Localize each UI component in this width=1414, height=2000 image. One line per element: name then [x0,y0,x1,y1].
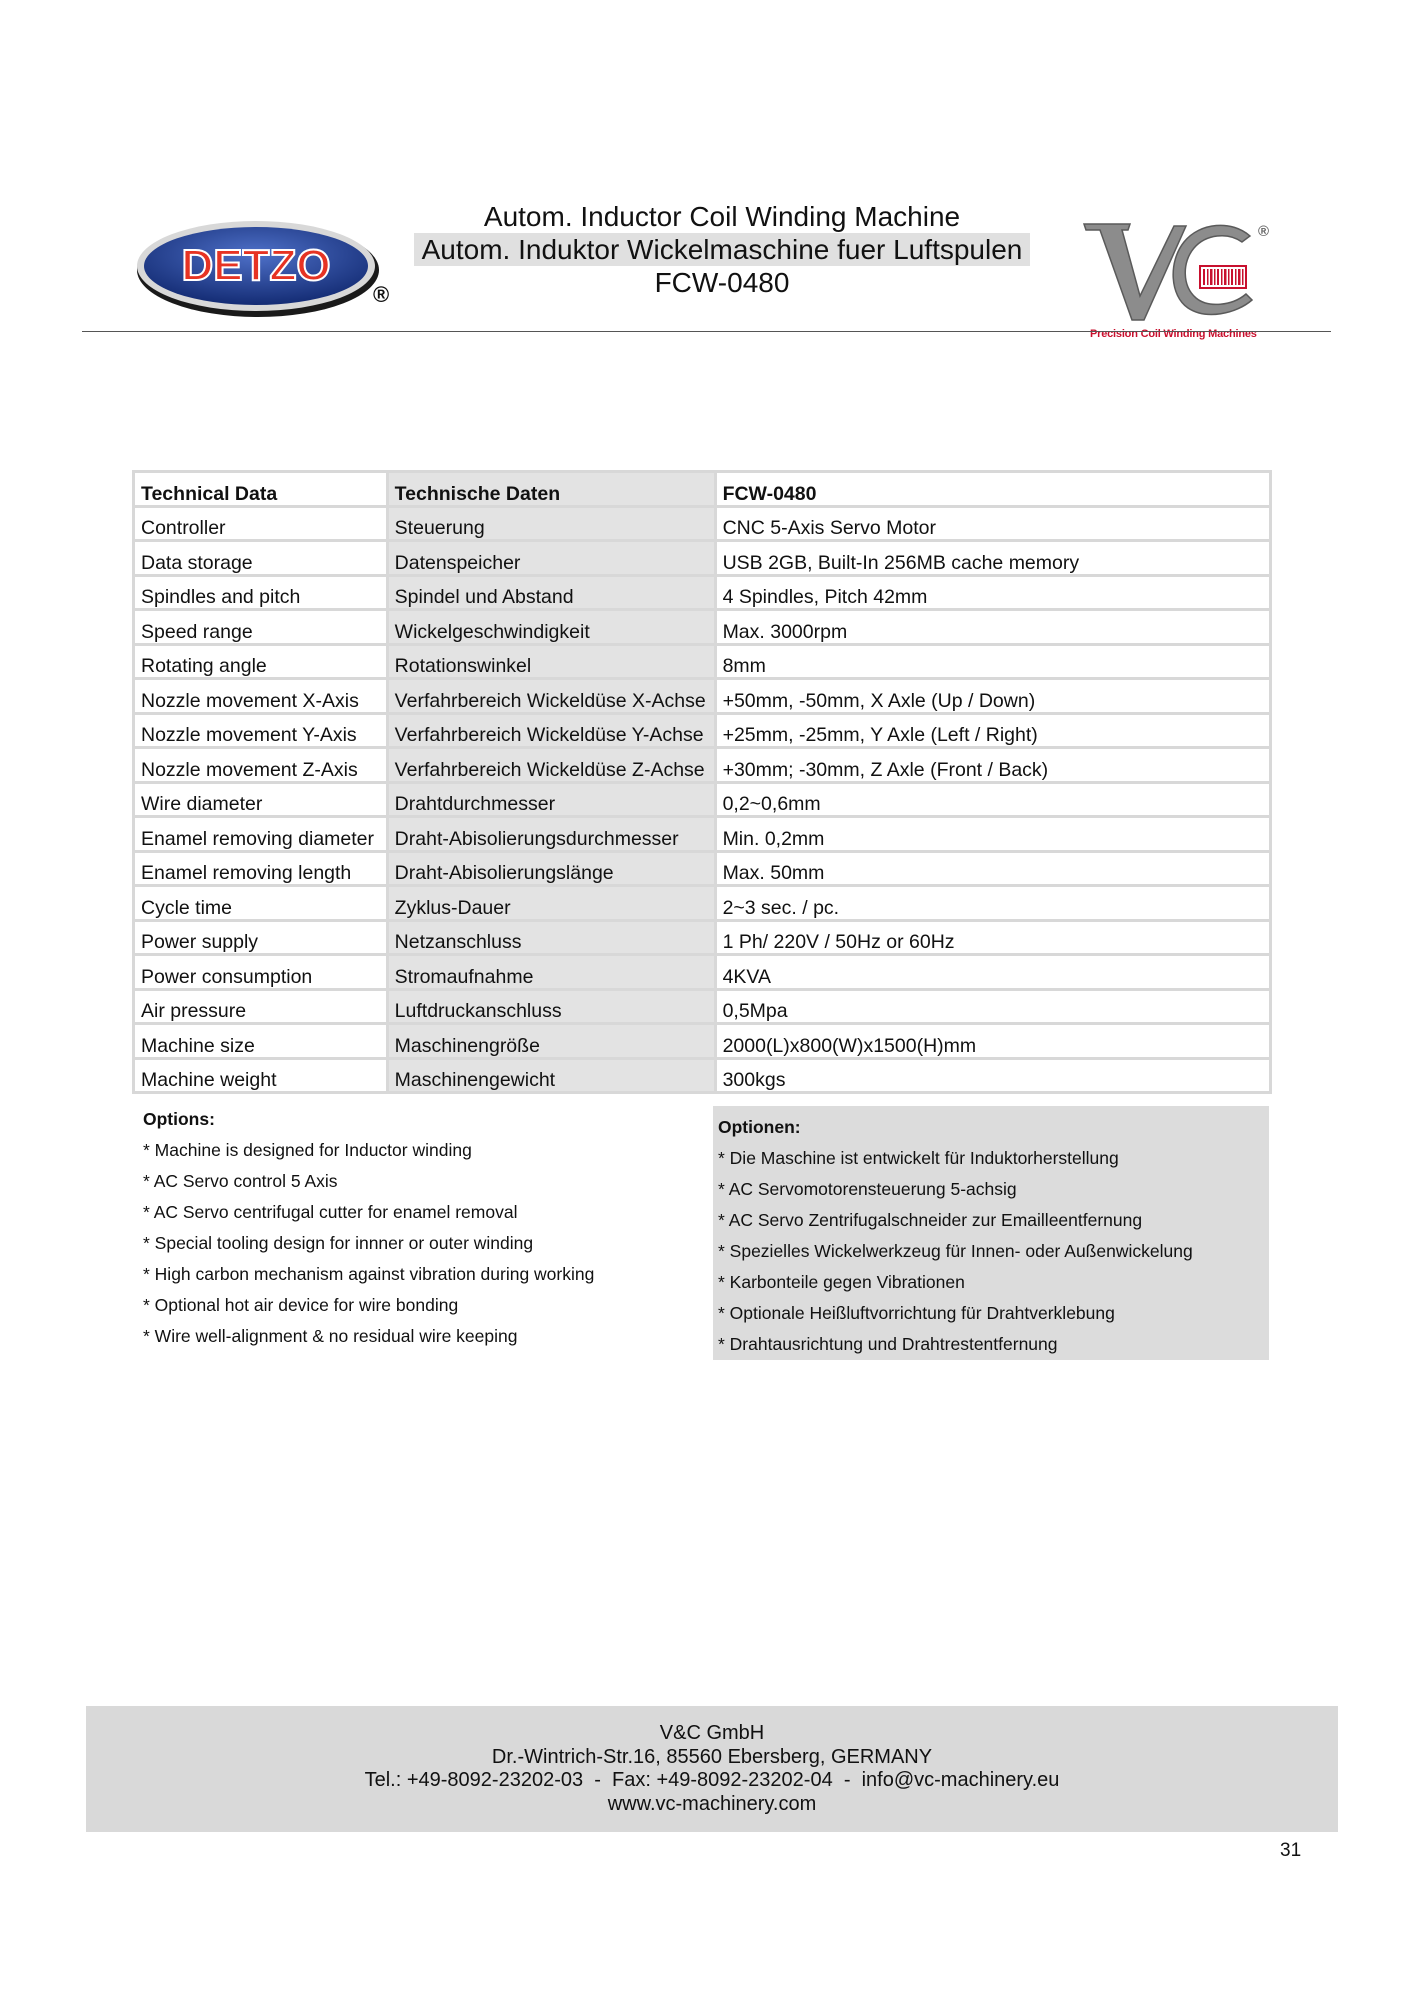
spec-value: 2~3 sec. / pc. [714,887,1272,922]
spec-label-english: Speed range [132,611,389,646]
option-item: * AC Servomotorensteuerung 5-achsig [718,1179,1017,1199]
option-item: * Drahtausrichtung und Drahtrestentfernung [718,1334,1058,1354]
spec-row [132,956,1272,991]
options-english [143,1104,703,1352]
header-divider [82,331,1331,332]
spec-label-english: Wire diameter [132,784,389,819]
detzo-wordmark: DETZO [181,241,331,290]
spec-label-german: Verfahrbereich Wickeldüse Z-Achse [389,749,714,784]
spec-row [132,749,1272,784]
spec-row [132,922,1272,957]
spec-label-german: Spindel und Abstand [389,577,714,612]
spec-table-header-row [132,470,1272,508]
spec-row [132,680,1272,715]
spec-label-german: Draht-Abisolierungslänge [389,853,714,888]
spec-label-english: Machine weight [132,1060,389,1095]
title-english: Autom. Inductor Coil Winding Machine [483,201,961,232]
spec-label-german: Verfahrbereich Wickeldüse X-Achse [389,680,714,715]
spec-row [132,508,1272,543]
option-item: * Spezielles Wickelwerkzeug für Innen- oder Außenwickelung [718,1241,1193,1261]
spec-row [132,853,1272,888]
spec-label-german: Maschinengewicht [389,1060,714,1095]
spec-label-english: Power consumption [132,956,389,991]
spec-value: 0,5Mpa [714,991,1272,1026]
options-english-list [143,1135,703,1352]
footer [86,1706,1338,1832]
spec-header-english: Technical Data [132,470,389,508]
spec-value: 0,2~0,6mm [714,784,1272,819]
spec-value: USB 2GB, Built-In 256MB cache memory [714,542,1272,577]
option-item: * Special tooling design for innner or outer winding [143,1233,534,1253]
spec-value: CNC 5-Axis Servo Motor [714,508,1272,543]
spec-header-german: Technische Daten [389,470,714,508]
spec-row [132,1025,1272,1060]
spec-label-english: Data storage [132,542,389,577]
spec-label-english: Air pressure [132,991,389,1026]
page-number: 31 [1280,1840,1302,1861]
spec-value: Max. 50mm [714,853,1272,888]
option-item: * Die Maschine ist entwickelt für Induktorherstellung [718,1148,1119,1168]
options-german-title: Optionen: [718,1117,801,1137]
option-item: * Karbonteile gegen Vibrationen [718,1272,965,1292]
spec-label-german: Stromaufnahme [389,956,714,991]
options-german [713,1106,1269,1360]
vc-logo-icon [1082,216,1272,328]
spec-label-english: Enamel removing diameter [132,818,389,853]
spec-label-english: Nozzle movement X-Axis [132,680,389,715]
spec-row [132,991,1272,1026]
option-item: * Wire well-alignment & no residual wire keeping [143,1326,518,1346]
spec-value: +50mm, -50mm, X Axle (Up / Down) [714,680,1272,715]
spec-label-german: Verfahrbereich Wickeldüse Y-Achse [389,715,714,750]
spec-label-german: Draht-Abisolierungsdurchmesser [389,818,714,853]
spec-label-german: Wickelgeschwindigkeit [389,611,714,646]
spec-row [132,577,1272,612]
option-item: * AC Servo control 5 Axis [143,1171,338,1191]
spec-label-english: Nozzle movement Y-Axis [132,715,389,750]
spec-table [132,470,1272,1094]
option-item: * Optionale Heißluftvorrichtung für Drahtverklebung [718,1303,1115,1323]
spec-value: 4 Spindles, Pitch 42mm [714,577,1272,612]
footer-website: www.vc-machinery.com [607,1792,817,1815]
spec-row [132,818,1272,853]
spec-value: 4KVA [714,956,1272,991]
spec-value: Max. 3000rpm [714,611,1272,646]
spec-label-german: Steuerung [389,508,714,543]
spec-row [132,887,1272,922]
option-item: * AC Servo centrifugal cutter for enamel removal [143,1202,518,1222]
spec-value: 300kgs [714,1060,1272,1095]
detzo-logo-icon [133,214,383,319]
spec-row [132,646,1272,681]
option-item: * High carbon mechanism against vibration during working [143,1264,595,1284]
options-german-list [718,1143,1264,1360]
spec-row [132,542,1272,577]
spec-label-german: Zyklus-Dauer [389,887,714,922]
option-item: * Optional hot air device for wire bonding [143,1295,459,1315]
footer-contact: Tel.: +49-8092-23202-03 - Fax: +49-8092-23202-04 - info@vc-machinery.eu [364,1769,1060,1791]
vc-logo [1082,216,1272,344]
spec-label-german: Drahtdurchmesser [389,784,714,819]
spec-label-german: Luftdruckanschluss [389,991,714,1026]
model-number: FCW-0480 [654,267,790,298]
option-item: * Machine is designed for Inductor winding [143,1140,472,1160]
vc-registered-mark: ® [1258,223,1270,240]
spec-value: Min. 0,2mm [714,818,1272,853]
spec-row [132,1060,1272,1095]
document-title [412,200,1032,299]
spec-row [132,611,1272,646]
title-german: Autom. Induktor Wickelmaschine fuer Luftspulen [414,233,1031,266]
spec-label-english: Machine size [132,1025,389,1060]
spec-value: 1 Ph/ 220V / 50Hz or 60Hz [714,922,1272,957]
spec-value: +25mm, -25mm, Y Axle (Left / Right) [714,715,1272,750]
spec-label-english: Nozzle movement Z-Axis [132,749,389,784]
registered-mark: ® [373,282,390,307]
spec-label-german: Maschinengröße [389,1025,714,1060]
spec-value: +30mm; -30mm, Z Axle (Front / Back) [714,749,1272,784]
footer-address: Dr.-Wintrich-Str.16, 85560 Ebersberg, GERMANY [491,1745,933,1768]
footer-company: V&C GmbH [659,1722,765,1744]
spec-label-english: Enamel removing length [132,853,389,888]
option-item: * AC Servo Zentrifugalschneider zur Emailleentfernung [718,1210,1143,1230]
spec-value: 8mm [714,646,1272,681]
spec-label-english: Spindles and pitch [132,577,389,612]
spec-label-english: Rotating angle [132,646,389,681]
spec-label-english: Controller [132,508,389,543]
spec-value: 2000(L)x800(W)x1500(H)mm [714,1025,1272,1060]
options-english-title: Options: [143,1109,215,1129]
vc-tagline: Precision Coil Winding Machines [1090,328,1257,340]
spec-label-english: Power supply [132,922,389,957]
spec-label-english: Cycle time [132,887,389,922]
spec-row [132,715,1272,750]
spec-header-model: FCW-0480 [714,470,1272,508]
spec-label-german: Netzanschluss [389,922,714,957]
spec-label-german: Rotationswinkel [389,646,714,681]
detzo-logo [133,214,391,319]
spec-row [132,784,1272,819]
spec-label-german: Datenspeicher [389,542,714,577]
